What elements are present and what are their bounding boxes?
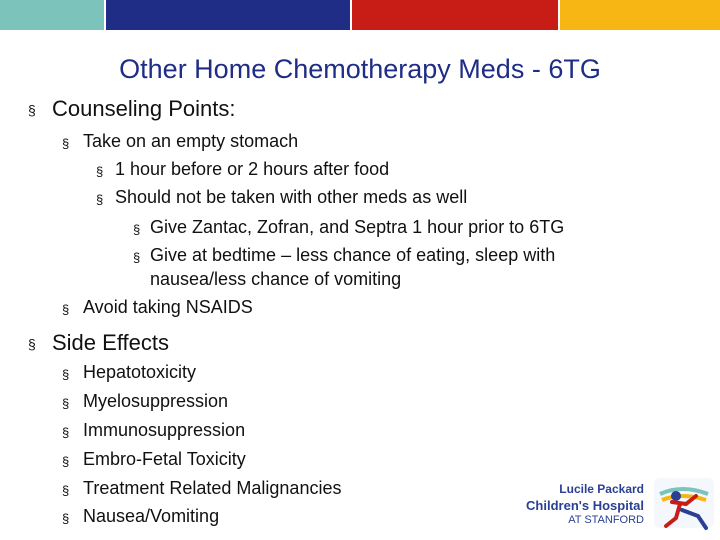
bullet-icon: § — [62, 425, 70, 440]
bullet-icon: § — [96, 192, 104, 207]
logo-line-1: Lucile Packard — [559, 482, 644, 496]
logo-line-2: Children's Hospital — [526, 498, 644, 513]
header-bar-teal — [0, 0, 104, 30]
header-bar-red — [352, 0, 558, 30]
bullet-icon: § — [96, 164, 104, 179]
counseling-subitem-text: 1 hour before or 2 hours after food — [115, 159, 390, 179]
side-effect-text: Nausea/Vomiting — [83, 506, 220, 526]
hospital-logo — [526, 474, 720, 534]
side-effect-text: Embro-Fetal Toxicity — [83, 449, 246, 469]
header-color-bar — [0, 0, 720, 30]
bullet-icon: § — [62, 454, 70, 469]
counseling-subsubitem-text-line2: nausea/less chance of vomiting — [150, 269, 402, 289]
counseling-item-text: Avoid taking NSAIDS — [83, 297, 253, 317]
bullet-icon: § — [62, 396, 70, 411]
bullet-icon: § — [62, 136, 70, 151]
header-bar-navy — [106, 0, 350, 30]
side-effect-text: Myelosuppression — [83, 391, 229, 411]
bullet-icon: § — [28, 102, 36, 118]
side-effect-text: Immunosuppression — [83, 420, 246, 440]
side-effect-text: Hepatotoxicity — [83, 362, 197, 382]
bullet-icon: § — [133, 222, 141, 237]
bullet-icon: § — [62, 302, 70, 317]
running-child-logo-icon — [652, 476, 718, 532]
counseling-subitem-text: Should not be taken with other meds as well — [115, 187, 468, 207]
counseling-subsubitem-text: Give Zantac, Zofran, and Septra 1 hour prior to 6TG — [150, 217, 565, 237]
counseling-heading: Counseling Points: — [52, 96, 236, 121]
bullet-icon: § — [28, 336, 36, 352]
bullet-icon: § — [62, 367, 70, 382]
bullet-icon: § — [62, 511, 70, 526]
logo-line-3: AT STANFORD — [568, 514, 644, 526]
counseling-subsubitem-text-line1: Give at bedtime – less chance of eating, sleep with — [150, 245, 556, 265]
side-effect-text: Treatment Related Malignancies — [83, 478, 342, 498]
header-bar-gold — [560, 0, 720, 30]
bullet-icon: § — [62, 483, 70, 498]
bullet-icon: § — [133, 250, 141, 265]
counseling-item-text: Take on an empty stomach — [83, 131, 299, 151]
slide-title: Other Home Chemotherapy Meds - 6TG — [119, 54, 601, 84]
side-effects-heading: Side Effects — [52, 330, 169, 355]
